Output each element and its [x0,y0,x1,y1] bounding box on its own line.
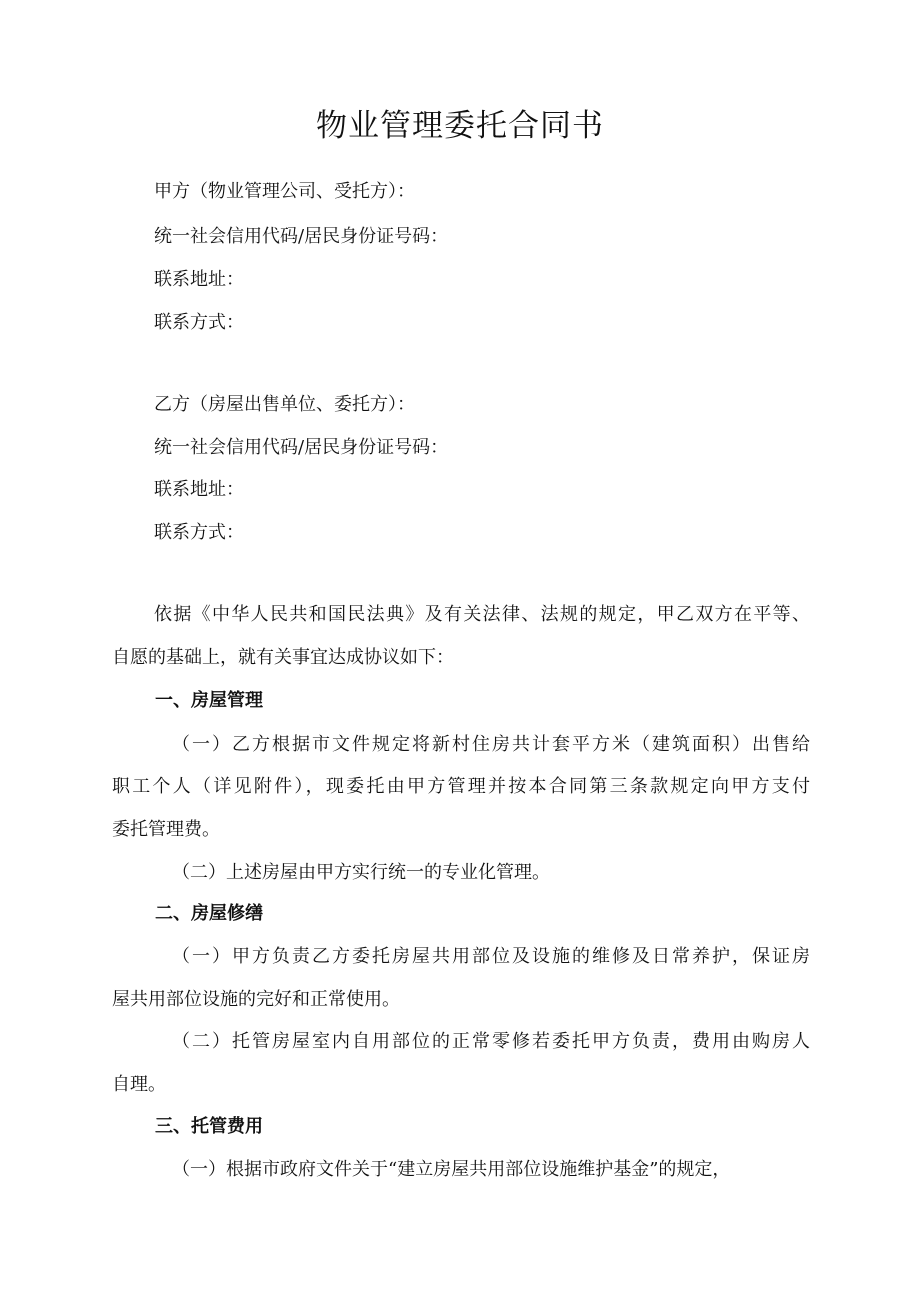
section-3-item-1-line-1: （一）根据市政府文件关于“建立房屋共用部位设施维护基金”的规定， [172,1159,731,1180]
party-b-contact: 联系方式： [154,522,244,543]
section-1-item-2: （二）上述房屋由甲方实行统一的专业化管理。 [172,862,550,883]
party-a-contact: 联系方式： [154,312,244,333]
party-a-address: 联系地址： [154,269,244,290]
section-2-item-2-line-1: （二）托管房屋室内自用部位的正常零修若委托甲方负责，费用由购房人 [172,1031,810,1052]
document-title: 物业管理委托合同书 [316,108,604,144]
section-1-item-1-line-3: 委托管理费。 [112,819,220,840]
section-2-item-2-line-2: 自理。 [112,1074,166,1095]
party-b-credit-code: 统一社会信用代码/居民身份证号码： [154,437,449,458]
party-a-credit-code: 统一社会信用代码/居民身份证号码： [154,226,449,247]
section-2-item-1-line-2: 屋共用部位设施的完好和正常使用。 [112,989,400,1010]
party-b-label: 乙方（房屋出售单位、委托方）： [154,394,415,415]
section-1-heading: 一、房屋管理 [155,690,263,711]
section-2-item-1-line-1: （一）甲方负责乙方委托房屋共用部位及设施的维修及日常养护，保证房 [172,946,810,967]
section-1-item-1-line-2: 职工个人（详见附件），现委托由甲方管理并按本合同第三条款规定向甲方支付 [112,776,810,797]
preamble-line-1: 依据《中华人民共和国民法典》及有关法律、法规的规定，甲乙双方在平等、 [154,604,810,625]
section-1-item-1-line-1: （一）乙方根据市文件规定将新村住房共计套平方米（建筑面积）出售给 [172,734,810,755]
section-3-heading: 三、托管费用 [155,1116,263,1137]
preamble-line-2: 自愿的基础上，就有关事宜达成协议如下： [112,647,454,668]
party-a-label: 甲方（物业管理公司、受托方）： [154,181,415,202]
section-2-heading: 二、房屋修缮 [155,903,263,924]
party-b-address: 联系地址： [154,479,244,500]
